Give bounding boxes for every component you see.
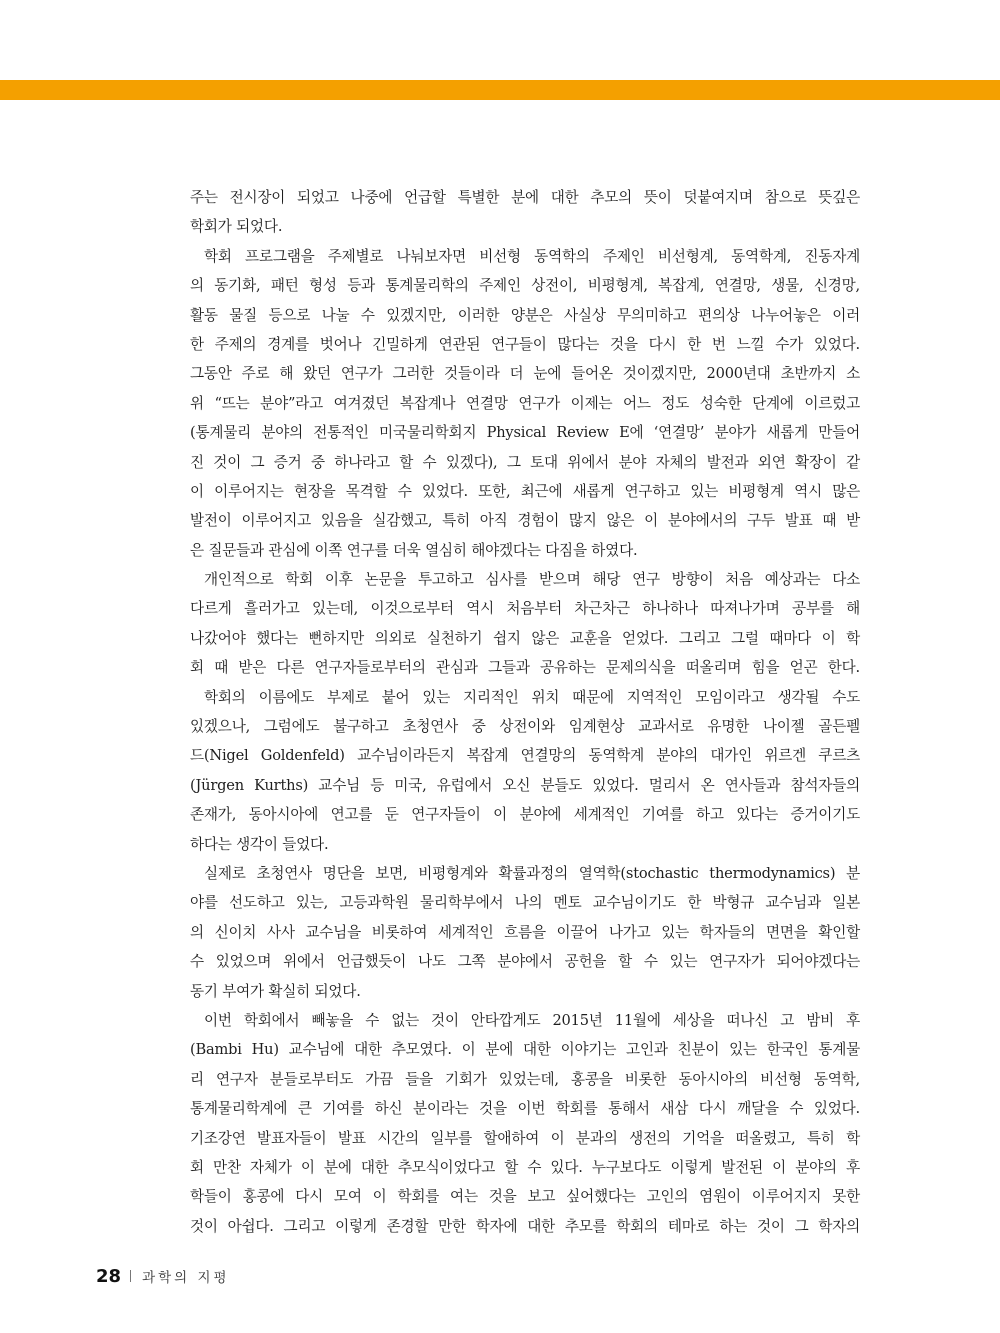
article-body	[190, 183, 860, 1241]
text-line: 발전이 이루어지고 있음을 실감했고, 특히 아직 경험이 많지 않은 이 분야에서의 구두 발표 때 받	[190, 512, 860, 530]
top-accent-band	[0, 80, 1000, 100]
text-line: 의 신이치 사사 교수님을 비롯하여 세계적인 흐름을 이끌어 나가고 있는 학자들의 면면을 확인할	[190, 923, 860, 941]
text-line: 실제로 초청연사 명단을 보면, 비평형계와 확률과정의 열역학(stochastic thermodynamics) 분	[204, 864, 860, 882]
text-line: 기조강연 발표자들이 발표 시간의 일부를 할애하여 이 분과의 생전의 기억을 떠올렸고, 특히 학	[190, 1129, 860, 1147]
footer-divider	[130, 1270, 131, 1282]
text-line: 나갔어야 했다는 뻔하지만 의외로 실천하기 쉽지 않은 교훈을 얻었다. 그리고 그럴 때마다 이 학	[190, 629, 860, 647]
text-line: 회 만찬 자체가 이 분에 대한 추모식이었다고 할 수 있다. 누구보다도 이렇게 발전된 이 분야의 후	[190, 1158, 860, 1176]
text-line: 리 연구자 분들로부터도 가끔 들을 기회가 있었는데, 홍콩을 비롯한 동아시아의 비선형 동역학,	[190, 1070, 860, 1088]
text-line: 위 “뜨는 분야”라고 여겨졌던 복잡계나 연결망 연구가 이제는 어느 정도 성숙한 단계에 이르렀고	[190, 394, 860, 412]
text-line: 다르게 흘러가고 있는데, 이것으로부터 역시 처음부터 차근차근 하나하나 따져나가며 공부를 해	[190, 600, 860, 618]
text-line: 회 때 받은 다른 연구자들로부터의 관심과 그들과 공유하는 문제의식을 떠올리며 힘을 얻곤 한다.	[190, 659, 860, 677]
text-line: (통계물리 분야의 전통적인 미국물리학회지 Physical Review E에 ‘연결망’ 분야가 새롭게 만들어	[190, 424, 860, 442]
text-line: 주는 전시장이 되었고 나중에 언급할 특별한 분에 대한 추모의 뜻이 덧붙여지며 참으로 뜻깊은	[190, 189, 860, 206]
text-line: 학회가 되었다.	[190, 218, 283, 236]
text-line: (Bambi Hu) 교수님에 대한 추모였다. 이 분에 대한 이야기는 고인과 친분이 있는 한국인 통계물	[190, 1041, 860, 1059]
text-line: 활동 물질 등으로 나눌 수 있겠지만, 이러한 양분은 사실상 무의미하고 편의상 나누어놓은 이러	[190, 306, 860, 324]
text-line: 것이 아쉽다. 그리고 이렇게 존경할 만한 학자에 대한 추모를 학회의 테마로 하는 것이 그 학자의	[190, 1217, 860, 1235]
text-line: 학회의 이름에도 부제로 붙어 있는 지리적인 위치 때문에 지역적인 모임이라고 생각될 수도	[204, 688, 860, 706]
text-line: 학회 프로그램을 주제별로 나눠보자면 비선형 동역학의 주제인 비선형계, 동역학계, 진동자계	[204, 247, 860, 265]
text-line: 이번 학회에서 빼놓을 수 없는 것이 안타깝게도 2015년 11월에 세상을 떠나신 고 밤비 후	[204, 1011, 860, 1029]
text-line: 은 질문들과 관심에 이쪽 연구를 더욱 열심히 해야겠다는 다짐을 하였다.	[190, 541, 638, 559]
text-line: 동기 부여가 확실히 되었다.	[190, 982, 361, 1000]
page-footer	[96, 1265, 230, 1287]
text-line: 드(Nigel Goldenfeld) 교수님이라든지 복잡계 연결망의 동역학계 분야의 대가인 위르겐 쿠르츠	[190, 747, 860, 765]
text-line: 통계물리학계에 큰 기여를 하신 분이라는 것을 이번 학회를 통해서 새삼 다시 깨달을 수 있었다.	[190, 1100, 860, 1118]
text-line: 수 있었으며 위에서 언급했듯이 나도 그쪽 분야에서 공헌을 할 수 있는 연구자가 되어야겠다는	[190, 953, 860, 971]
text-line: 개인적으로 학회 이후 논문을 투고하고 심사를 받으며 해당 연구 방향이 처음 예상과는 다소	[204, 571, 860, 589]
page-number: 28	[96, 1265, 122, 1287]
text-line: 야를 선도하고 있는, 고등과학원 물리학부에서 나의 멘토 교수님이기도 한 박형규 교수님과 일본	[190, 894, 860, 912]
text-line: 있겠으나, 그럼에도 불구하고 초청연사 중 상전이와 임계현상 교과서로 유명한 나이젤 골든펠	[190, 718, 860, 736]
text-line: 진 것이 그 증거 중 하나라고 할 수 있겠다), 그 토대 위에서 분야 자체의 발전과 외연 확장이 같	[190, 453, 860, 471]
text-line: 학들이 홍콩에 다시 모여 이 학회를 여는 것을 보고 싶어했다는 고인의 염원이 이루어지지 못한	[190, 1188, 860, 1206]
text-line: 이 이루어지는 현장을 목격할 수 있었다. 또한, 최근에 새롭게 연구하고 있는 비평형계 역시 많은	[190, 482, 860, 500]
text-line: 한 주제의 경계를 벗어나 긴밀하게 연관된 연구들이 많다는 것을 다시 한 번 느낄 수가 있었다.	[190, 335, 860, 353]
text-line: 그동안 주로 해 왔던 연구가 그러한 것들이라 더 눈에 들어온 것이겠지만, 2000년대 초반까지 소	[190, 365, 860, 383]
text-line: (Jürgen Kurths) 교수님 등 미국, 유럽에서 오신 분들도 있었다. 멀리서 온 연사들과 참석자들의	[190, 776, 860, 794]
text-line: 존재가, 동아시아에 연고를 둔 연구자들이 이 분야에 세계적인 기여를 하고 있다는 증거이기도	[190, 806, 860, 824]
text-line: 하다는 생각이 들었다.	[190, 835, 329, 853]
text-line: 의 동기화, 패턴 형성 등과 통계물리학의 주제인 상전이, 비평형계, 복잡계, 연결망, 생물, 신경망,	[190, 277, 860, 295]
magazine-title: 과학의 지평	[142, 1270, 230, 1286]
